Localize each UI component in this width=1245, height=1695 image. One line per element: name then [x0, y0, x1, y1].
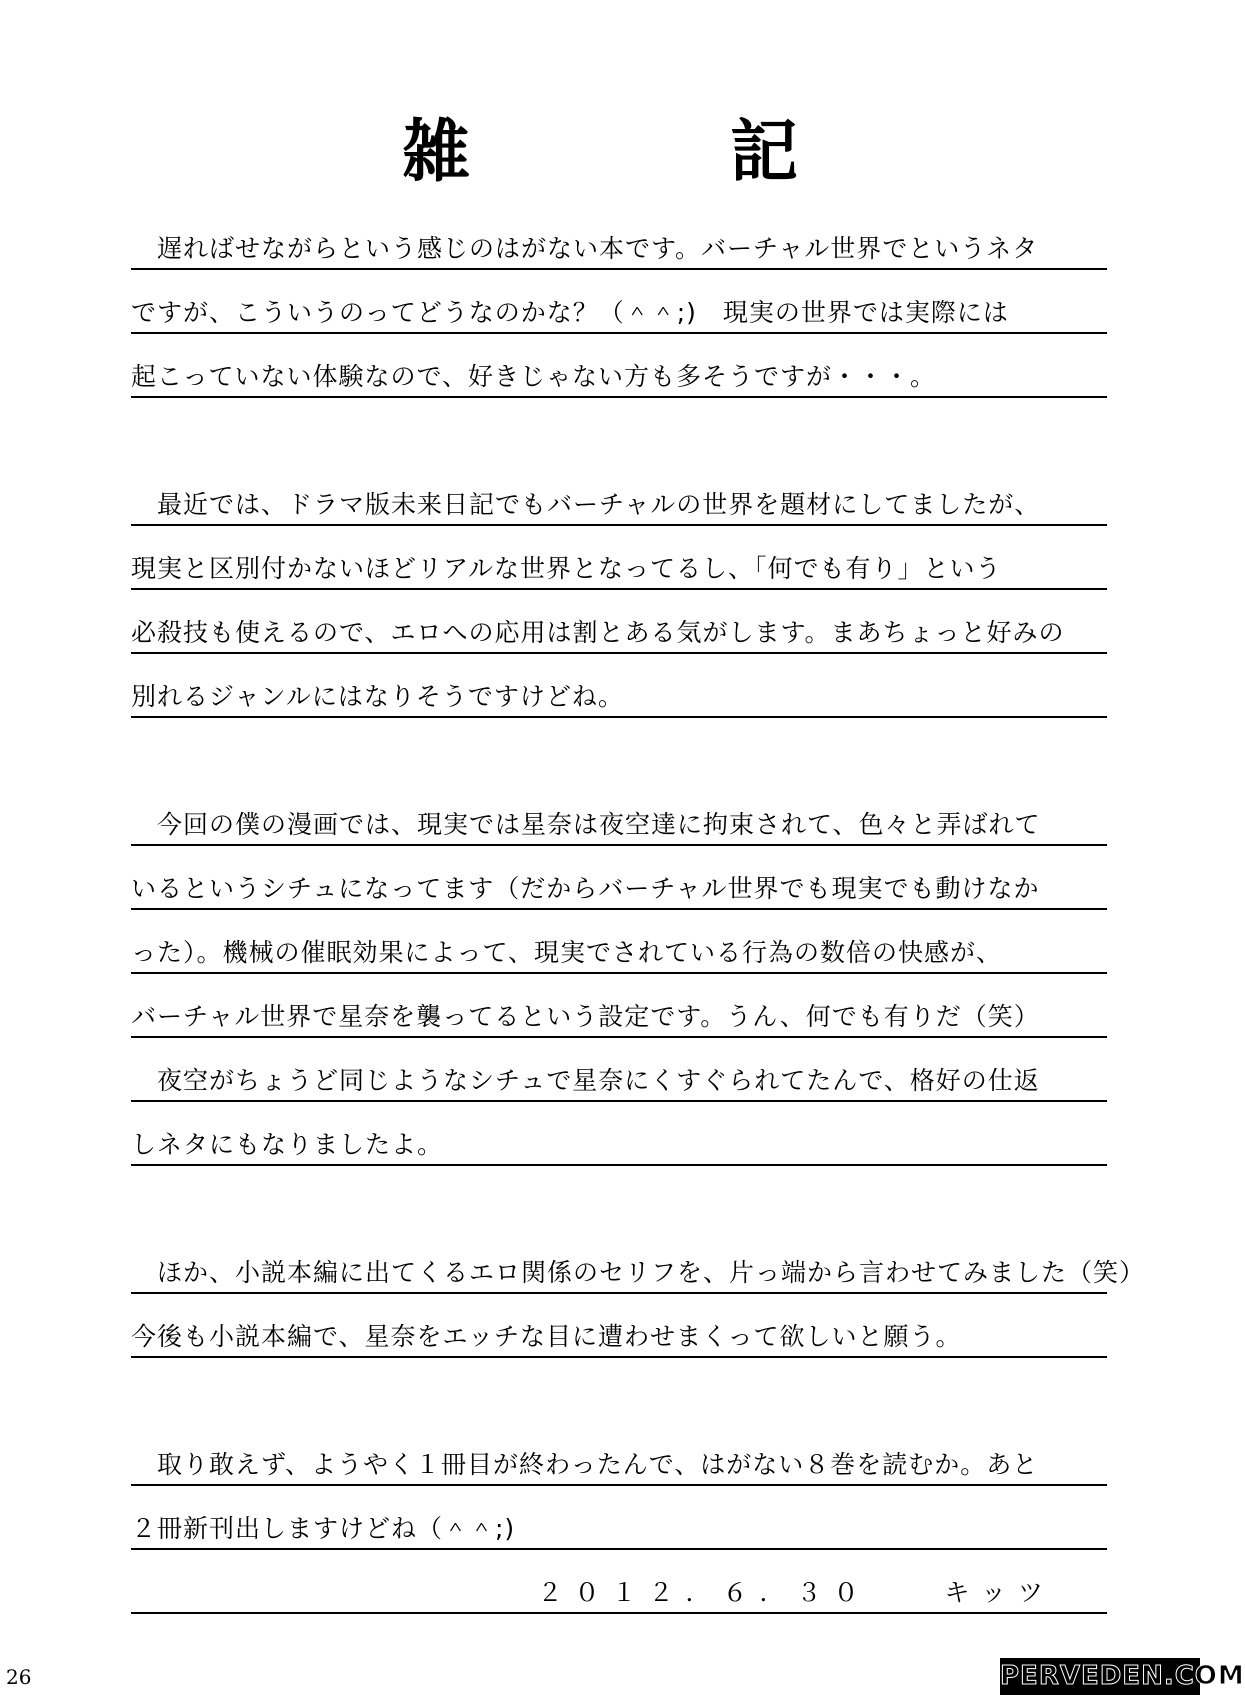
- text-line: 夜空がちょうど同じようなシチュで星奈にくすぐられてたんで、格好の仕返: [131, 1038, 1107, 1102]
- text-line: ２冊新刊出しますけどね（＾＾;): [131, 1486, 1107, 1550]
- text-line: 現実と区別付かないほどリアルな世界となってるし、「何でも有り」という: [131, 526, 1107, 590]
- watermark: PERVEDEN.COM: [1000, 1658, 1200, 1695]
- text-line: 起こっていない体験なので、好きじゃない方も多そうですが・・・。: [131, 334, 1107, 398]
- text-block: [131, 206, 1146, 1614]
- text-line: しネタにもなりましたよ。: [131, 1102, 1107, 1166]
- text-line: いるというシチュになってます（だからバーチャル世界でも現実でも動けなか: [131, 846, 1107, 910]
- text-line: ですが、こういうのってどうなのかな？（＾＾;) 現実の世界では実際には: [131, 270, 1107, 334]
- date-signature-line: ２０１２．６．３０ キッツ: [131, 1550, 1107, 1614]
- text-line: 別れるジャンルにはなりそうですけどね。: [131, 654, 1107, 718]
- text-line: ほか、小説本編に出てくるエロ関係のセリフを、片っ端から言わせてみました（笑）: [131, 1230, 1107, 1294]
- text-line: った）。機械の催眠効果によって、現実でされている行為の数倍の快感が、: [131, 910, 1107, 974]
- page-number: 26: [6, 1665, 32, 1689]
- text-line: 今後も小説本編で、星奈をエッチな目に遭わせまくって欲しいと願う。: [131, 1294, 1107, 1358]
- text-line: 遅ればせながらという感じのはがない本です。バーチャル世界でというネタ: [131, 206, 1107, 270]
- text-line: 取り敢えず、ようやく１冊目が終わったんで、はがない８巻を読むか。あと: [131, 1422, 1107, 1486]
- text-line: 必殺技も使えるので、エロへの応用は割とある気がします。まあちょっと好みの: [131, 590, 1107, 654]
- page-title: 雑 記: [401, 112, 894, 192]
- text-line: バーチャル世界で星奈を襲ってるという設定です。うん、何でも有りだ（笑）: [131, 974, 1107, 1038]
- text-line: 最近では、ドラマ版未来日記でもバーチャルの世界を題材にしてましたが、: [131, 462, 1107, 526]
- text-line: 今回の僕の漫画では、現実では星奈は夜空達に拘束されて、色々と弄ばれて: [131, 782, 1107, 846]
